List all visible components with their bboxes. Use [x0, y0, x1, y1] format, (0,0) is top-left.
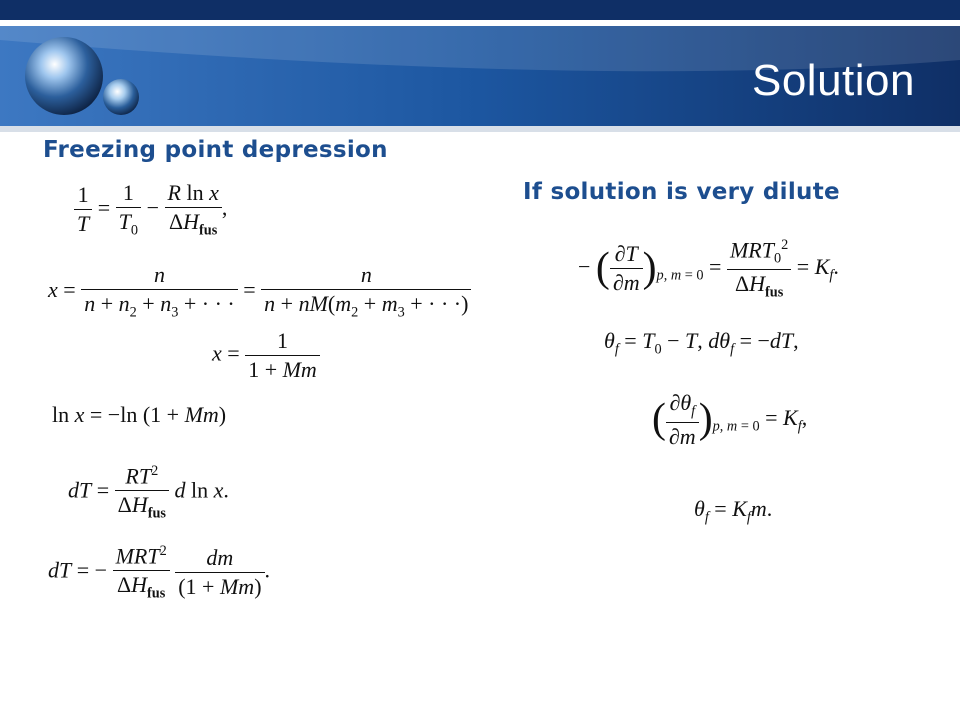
slide-title: Solution [751, 56, 915, 105]
equation-9: ( $\frac{\partial\theta_f}{\partial m}$ )$_{p, m = 0} = K_f$, [652, 390, 808, 449]
equation-7: − ( $\frac{\partial T}{\partial m}$ )$_{p, m = 0}$ = $\frac{MRT_0^2}{\Delta H_{fus}}$ = $K_f$. [578, 237, 839, 301]
equation-8: $\theta_f = T_0 - T$, $d\theta_f = -dT$, [604, 328, 799, 358]
equation-1: $\frac{1}{T}$ = $\frac{1}{T_0}$ − $\frac{\text{R ln x}}{\Delta H_{fus}}$ , [74, 182, 227, 238]
large-orb [25, 37, 103, 115]
equation-2: x = $\frac{n}{n + n_2 + n_3 + \cdot \cdot \cdot}$ = $\frac{n}{n + nM(m_2 + m_3 + \cdot \cdot \cdot)}$ [48, 264, 471, 320]
equation-5: dT = $\frac{RT^2}{\Delta H_{fus}}$ d ln x. [68, 463, 229, 522]
header-banner [0, 0, 960, 132]
equation-3: x = $\frac{1}{1 + Mm}$ [212, 330, 320, 381]
equation-6: dT = − $\frac{MRT^2}{\Delta H_{fus}}$ $\frac{dm}{(1 + Mm)}$ . [48, 543, 271, 602]
right-heading: If solution is very dilute [523, 179, 840, 205]
equation-4: ln x = −ln (1 + Mm) [52, 402, 227, 427]
left-heading: Freezing point depression [43, 137, 388, 163]
small-orb [103, 79, 139, 115]
equation-10: $\theta_f = K_fm$. [694, 496, 773, 526]
